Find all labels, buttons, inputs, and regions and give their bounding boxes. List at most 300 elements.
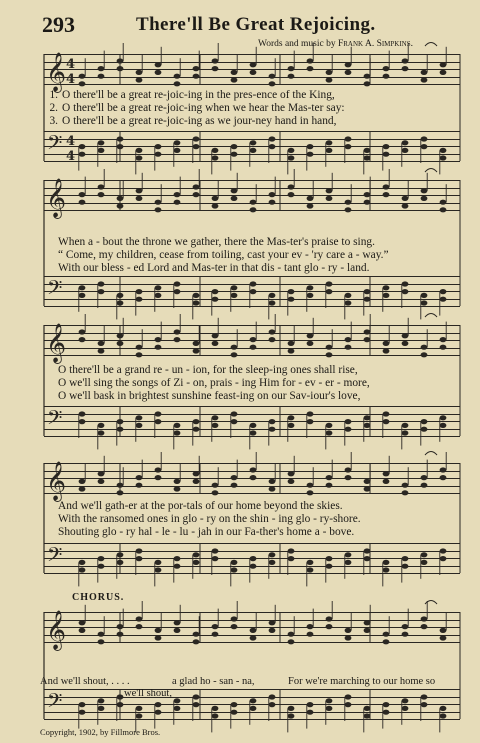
note-head xyxy=(174,192,181,197)
note-head xyxy=(326,423,333,428)
time-signature: 4 xyxy=(66,72,76,87)
note-head xyxy=(421,300,428,305)
note-head xyxy=(79,628,86,633)
copyright: Copyright, 1902, by Fillmore Bros. xyxy=(40,727,161,737)
note-head xyxy=(155,411,162,416)
note-head xyxy=(326,148,333,153)
note-head xyxy=(193,192,200,197)
note-head xyxy=(231,567,238,572)
note-head xyxy=(383,184,390,189)
note-head xyxy=(421,188,428,193)
note-head xyxy=(288,548,295,553)
note-head xyxy=(402,430,409,435)
note-head xyxy=(288,706,295,711)
bass-clef-icon: 𝄢 xyxy=(47,276,63,304)
note-head xyxy=(326,77,333,82)
note-head xyxy=(440,706,447,711)
note-head xyxy=(440,548,447,553)
note-head xyxy=(98,66,105,71)
lyric-text: O there'll be a great re-joic-ing as we jour-ney hand in hand, xyxy=(62,115,337,127)
note-head xyxy=(440,467,447,472)
note-head xyxy=(250,628,257,633)
note-head xyxy=(421,483,428,488)
note-head xyxy=(193,136,200,141)
note-head xyxy=(402,624,409,629)
note-head xyxy=(307,624,314,629)
note-head xyxy=(98,348,105,353)
note-head xyxy=(174,81,181,86)
note-head xyxy=(421,144,428,149)
treble-clef-icon: 𝄞 xyxy=(46,610,67,650)
note-head xyxy=(288,148,295,153)
note-head xyxy=(212,289,219,294)
note-head xyxy=(307,483,314,488)
note-head xyxy=(136,624,143,629)
note-head xyxy=(269,628,276,633)
note-head xyxy=(155,635,162,640)
note-head xyxy=(174,329,181,334)
note-head xyxy=(155,200,162,205)
note-head xyxy=(383,479,390,484)
lyric-text: With the ransomed ones in glo - ry on the shin - ing glo - ry-shore. xyxy=(58,513,361,525)
note-head xyxy=(193,348,200,353)
note-head xyxy=(231,293,238,298)
note-head xyxy=(193,694,200,699)
note-head xyxy=(136,289,143,294)
note-head xyxy=(383,702,390,707)
note-head xyxy=(269,293,276,298)
note-head xyxy=(231,624,238,629)
note-head xyxy=(193,427,200,432)
note-head xyxy=(345,293,352,298)
note-head xyxy=(193,184,200,189)
note-head xyxy=(212,196,219,201)
note-head xyxy=(174,698,181,703)
fermata-icon xyxy=(425,314,437,318)
note-head xyxy=(269,81,276,86)
note-head xyxy=(193,639,200,644)
note-head xyxy=(98,184,105,189)
note-head xyxy=(155,62,162,67)
note-head xyxy=(79,411,86,416)
note-head xyxy=(250,706,257,711)
note-head xyxy=(155,710,162,715)
note-head xyxy=(288,348,295,353)
note-head xyxy=(98,430,105,435)
lyric-text: O there'll be a grand re - un - ion, for the sleep-ing ones shall rise, xyxy=(58,364,358,376)
note-head xyxy=(402,196,409,201)
bass-clef-icon: 𝄢 xyxy=(47,689,63,717)
note-head xyxy=(231,419,238,424)
note-head xyxy=(136,706,143,711)
note-head xyxy=(345,427,352,432)
note-head xyxy=(117,483,124,488)
note-head xyxy=(288,297,295,302)
note-head xyxy=(250,289,257,294)
time-signature: 4 xyxy=(66,57,76,72)
note-head xyxy=(440,289,447,294)
note-head xyxy=(269,552,276,557)
note-head xyxy=(174,148,181,153)
note-head xyxy=(231,70,238,75)
note-head xyxy=(193,702,200,707)
note-head xyxy=(250,70,257,75)
credit-prefix: Words and music by xyxy=(258,39,336,49)
note-head xyxy=(231,475,238,480)
note-head xyxy=(364,548,371,553)
note-head xyxy=(231,285,238,290)
chorus-lyric-1a: And we'll shout, . . . . xyxy=(40,676,130,687)
note-head xyxy=(98,148,105,153)
note-head xyxy=(193,300,200,305)
note-head xyxy=(345,207,352,212)
note-head xyxy=(269,560,276,565)
note-head xyxy=(402,281,409,286)
note-head xyxy=(364,329,371,334)
note-head xyxy=(212,148,219,153)
note-head xyxy=(193,419,200,424)
note-head xyxy=(383,632,390,637)
note-head xyxy=(193,66,200,71)
note-head xyxy=(269,200,276,205)
note-head xyxy=(212,58,219,63)
note-head xyxy=(440,337,447,342)
note-head xyxy=(364,155,371,160)
note-head xyxy=(307,341,314,346)
note-head xyxy=(307,285,314,290)
note-head xyxy=(326,281,333,286)
note-head xyxy=(79,200,86,205)
note-head xyxy=(79,710,86,715)
treble-clef-icon: 𝄞 xyxy=(46,52,67,92)
note-head xyxy=(193,144,200,149)
note-head xyxy=(383,66,390,71)
note-head xyxy=(383,560,390,565)
note-head xyxy=(364,479,371,484)
note-head xyxy=(402,423,409,428)
note-head xyxy=(402,706,409,711)
note-head xyxy=(212,297,219,302)
note-head xyxy=(326,188,333,193)
note-head xyxy=(231,152,238,157)
note-head xyxy=(269,486,276,491)
note-head xyxy=(288,289,295,294)
note-head xyxy=(250,698,257,703)
note-head xyxy=(79,74,86,79)
note-head xyxy=(117,196,124,201)
note-head xyxy=(345,144,352,149)
note-head xyxy=(383,348,390,353)
note-head xyxy=(79,419,86,424)
note-head xyxy=(79,560,86,565)
note-head xyxy=(440,713,447,718)
note-head xyxy=(288,184,295,189)
note-head xyxy=(174,74,181,79)
note-head xyxy=(117,427,124,432)
note-head xyxy=(250,200,257,205)
note-head xyxy=(212,155,219,160)
note-head xyxy=(250,140,257,145)
note-head xyxy=(307,66,314,71)
note-head xyxy=(79,192,86,197)
note-head xyxy=(212,66,219,71)
note-head xyxy=(155,560,162,565)
lyric-text: With our bless - ed Lord and Mas-ter in that dis - tant glo - ry - land. xyxy=(58,262,370,274)
note-head xyxy=(155,419,162,424)
note-head xyxy=(421,427,428,432)
chorus-label: CHORUS. xyxy=(72,592,125,603)
note-head xyxy=(193,341,200,346)
note-head xyxy=(79,702,86,707)
note-head xyxy=(269,419,276,424)
note-head xyxy=(117,632,124,637)
note-head xyxy=(307,333,314,338)
note-head xyxy=(345,136,352,141)
note-head xyxy=(193,293,200,298)
note-head xyxy=(136,556,143,561)
note-head xyxy=(117,552,124,557)
note-head xyxy=(440,635,447,640)
note-head xyxy=(231,710,238,715)
note-head xyxy=(326,196,333,201)
chorus-lyric-1b: a glad ho - san - na, xyxy=(172,676,255,687)
note-head xyxy=(383,471,390,476)
note-head xyxy=(231,352,238,357)
verse-number: 3. xyxy=(49,115,58,127)
note-head xyxy=(117,694,124,699)
note-head xyxy=(421,624,428,629)
note-head xyxy=(269,74,276,79)
note-head xyxy=(174,281,181,286)
note-head xyxy=(98,706,105,711)
note-head xyxy=(155,144,162,149)
note-head xyxy=(307,196,314,201)
lyric-text: Shouting glo - ry hal - le - lu - jah in our Fa-ther's home a - bove. xyxy=(58,526,355,538)
note-head xyxy=(345,419,352,424)
note-head xyxy=(117,624,124,629)
note-head xyxy=(364,74,371,79)
note-head xyxy=(326,616,333,621)
note-head xyxy=(231,560,238,565)
note-head xyxy=(345,702,352,707)
note-head xyxy=(326,698,333,703)
note-head xyxy=(212,713,219,718)
lyric-text: When a - bout the throne we gather, there the Mas-ter's praise to sing. xyxy=(58,236,375,248)
note-head xyxy=(364,556,371,561)
note-head xyxy=(421,136,428,141)
note-head xyxy=(250,564,257,569)
note-head xyxy=(326,564,333,569)
note-head xyxy=(402,203,409,208)
note-head xyxy=(98,556,105,561)
note-head xyxy=(250,281,257,286)
note-head xyxy=(421,70,428,75)
note-head xyxy=(345,70,352,75)
note-head xyxy=(345,635,352,640)
note-head xyxy=(79,479,86,484)
note-head xyxy=(136,548,143,553)
note-head xyxy=(269,329,276,334)
note-head xyxy=(98,698,105,703)
note-head xyxy=(364,423,371,428)
note-head xyxy=(269,337,276,342)
note-head xyxy=(212,203,219,208)
note-head xyxy=(345,337,352,342)
note-head xyxy=(136,155,143,160)
note-head xyxy=(269,702,276,707)
note-head xyxy=(288,341,295,346)
bass-clef-icon: 𝄢 xyxy=(47,131,63,159)
note-head xyxy=(231,483,238,488)
note-head xyxy=(79,329,86,334)
note-head xyxy=(117,300,124,305)
verse-number: 1. xyxy=(49,89,58,101)
note-head xyxy=(231,196,238,201)
note-head xyxy=(212,423,219,428)
note-head xyxy=(136,475,143,480)
fermata-icon xyxy=(425,452,437,456)
note-head xyxy=(269,694,276,699)
note-head xyxy=(383,567,390,572)
note-head xyxy=(155,702,162,707)
note-head xyxy=(288,471,295,476)
note-head xyxy=(136,352,143,357)
note-head xyxy=(79,152,86,157)
note-head xyxy=(440,70,447,75)
note-head xyxy=(383,144,390,149)
note-head xyxy=(307,293,314,298)
note-head xyxy=(117,419,124,424)
note-head xyxy=(136,297,143,302)
note-head xyxy=(212,632,219,637)
note-head xyxy=(288,66,295,71)
note-head xyxy=(79,567,86,572)
note-head xyxy=(421,702,428,707)
note-head xyxy=(174,479,181,484)
note-head xyxy=(136,345,143,350)
note-head xyxy=(345,345,352,350)
bass-clef-icon: 𝄢 xyxy=(47,406,63,434)
note-head xyxy=(269,427,276,432)
note-head xyxy=(269,620,276,625)
note-head xyxy=(421,77,428,82)
note-head xyxy=(250,475,257,480)
note-head xyxy=(212,706,219,711)
note-head xyxy=(250,345,257,350)
note-head xyxy=(212,548,219,553)
note-head xyxy=(326,352,333,357)
note-head xyxy=(288,479,295,484)
note-head xyxy=(231,616,238,621)
note-head xyxy=(174,706,181,711)
note-head xyxy=(98,471,105,476)
note-head xyxy=(193,74,200,79)
note-head xyxy=(364,706,371,711)
note-head xyxy=(231,77,238,82)
note-head xyxy=(193,632,200,637)
credit-author: Frank A. Simpkins. xyxy=(337,39,414,49)
note-head xyxy=(326,430,333,435)
note-head xyxy=(345,62,352,67)
note-head xyxy=(402,564,409,569)
chorus-lyric-1c: For we're marching to our home so xyxy=(288,676,436,687)
note-head xyxy=(326,483,333,488)
note-head xyxy=(288,632,295,637)
note-head xyxy=(269,192,276,197)
note-head xyxy=(155,345,162,350)
note-head xyxy=(440,148,447,153)
note-head xyxy=(117,702,124,707)
note-head xyxy=(402,333,409,338)
note-head xyxy=(440,423,447,428)
note-head xyxy=(98,289,105,294)
note-head xyxy=(231,188,238,193)
note-head xyxy=(174,628,181,633)
note-head xyxy=(98,192,105,197)
note-head xyxy=(383,293,390,298)
note-head xyxy=(440,628,447,633)
note-head xyxy=(383,285,390,290)
note-head xyxy=(136,483,143,488)
note-head xyxy=(98,632,105,637)
note-head xyxy=(174,564,181,569)
note-head xyxy=(440,155,447,160)
note-head xyxy=(79,144,86,149)
time-signature: 4 xyxy=(66,134,76,149)
note-head xyxy=(421,352,428,357)
note-head xyxy=(307,710,314,715)
note-head xyxy=(269,479,276,484)
note-head xyxy=(212,556,219,561)
note-head xyxy=(288,74,295,79)
note-head xyxy=(155,567,162,572)
note-head xyxy=(288,423,295,428)
note-head xyxy=(288,713,295,718)
note-head xyxy=(250,556,257,561)
note-head xyxy=(364,289,371,294)
treble-clef-icon: 𝄞 xyxy=(46,461,67,501)
note-head xyxy=(345,467,352,472)
note-head xyxy=(269,300,276,305)
note-head xyxy=(250,148,257,153)
note-head xyxy=(383,74,390,79)
note-head xyxy=(136,77,143,82)
note-head xyxy=(364,415,371,420)
note-head xyxy=(288,155,295,160)
note-head xyxy=(136,70,143,75)
note-head xyxy=(307,490,314,495)
fermata-icon xyxy=(425,169,437,173)
note-head xyxy=(383,192,390,197)
note-head xyxy=(364,297,371,302)
note-head xyxy=(231,345,238,350)
note-head xyxy=(421,475,428,480)
note-head xyxy=(421,552,428,557)
note-head xyxy=(364,620,371,625)
note-head xyxy=(212,415,219,420)
note-head xyxy=(364,628,371,633)
note-head xyxy=(117,333,124,338)
note-head xyxy=(288,415,295,420)
note-head xyxy=(98,140,105,145)
note-head xyxy=(307,632,314,637)
note-head xyxy=(402,483,409,488)
note-head xyxy=(231,144,238,149)
note-head xyxy=(79,486,86,491)
note-head xyxy=(307,419,314,424)
note-head xyxy=(174,200,181,205)
treble-clef-icon: 𝄞 xyxy=(46,178,67,218)
